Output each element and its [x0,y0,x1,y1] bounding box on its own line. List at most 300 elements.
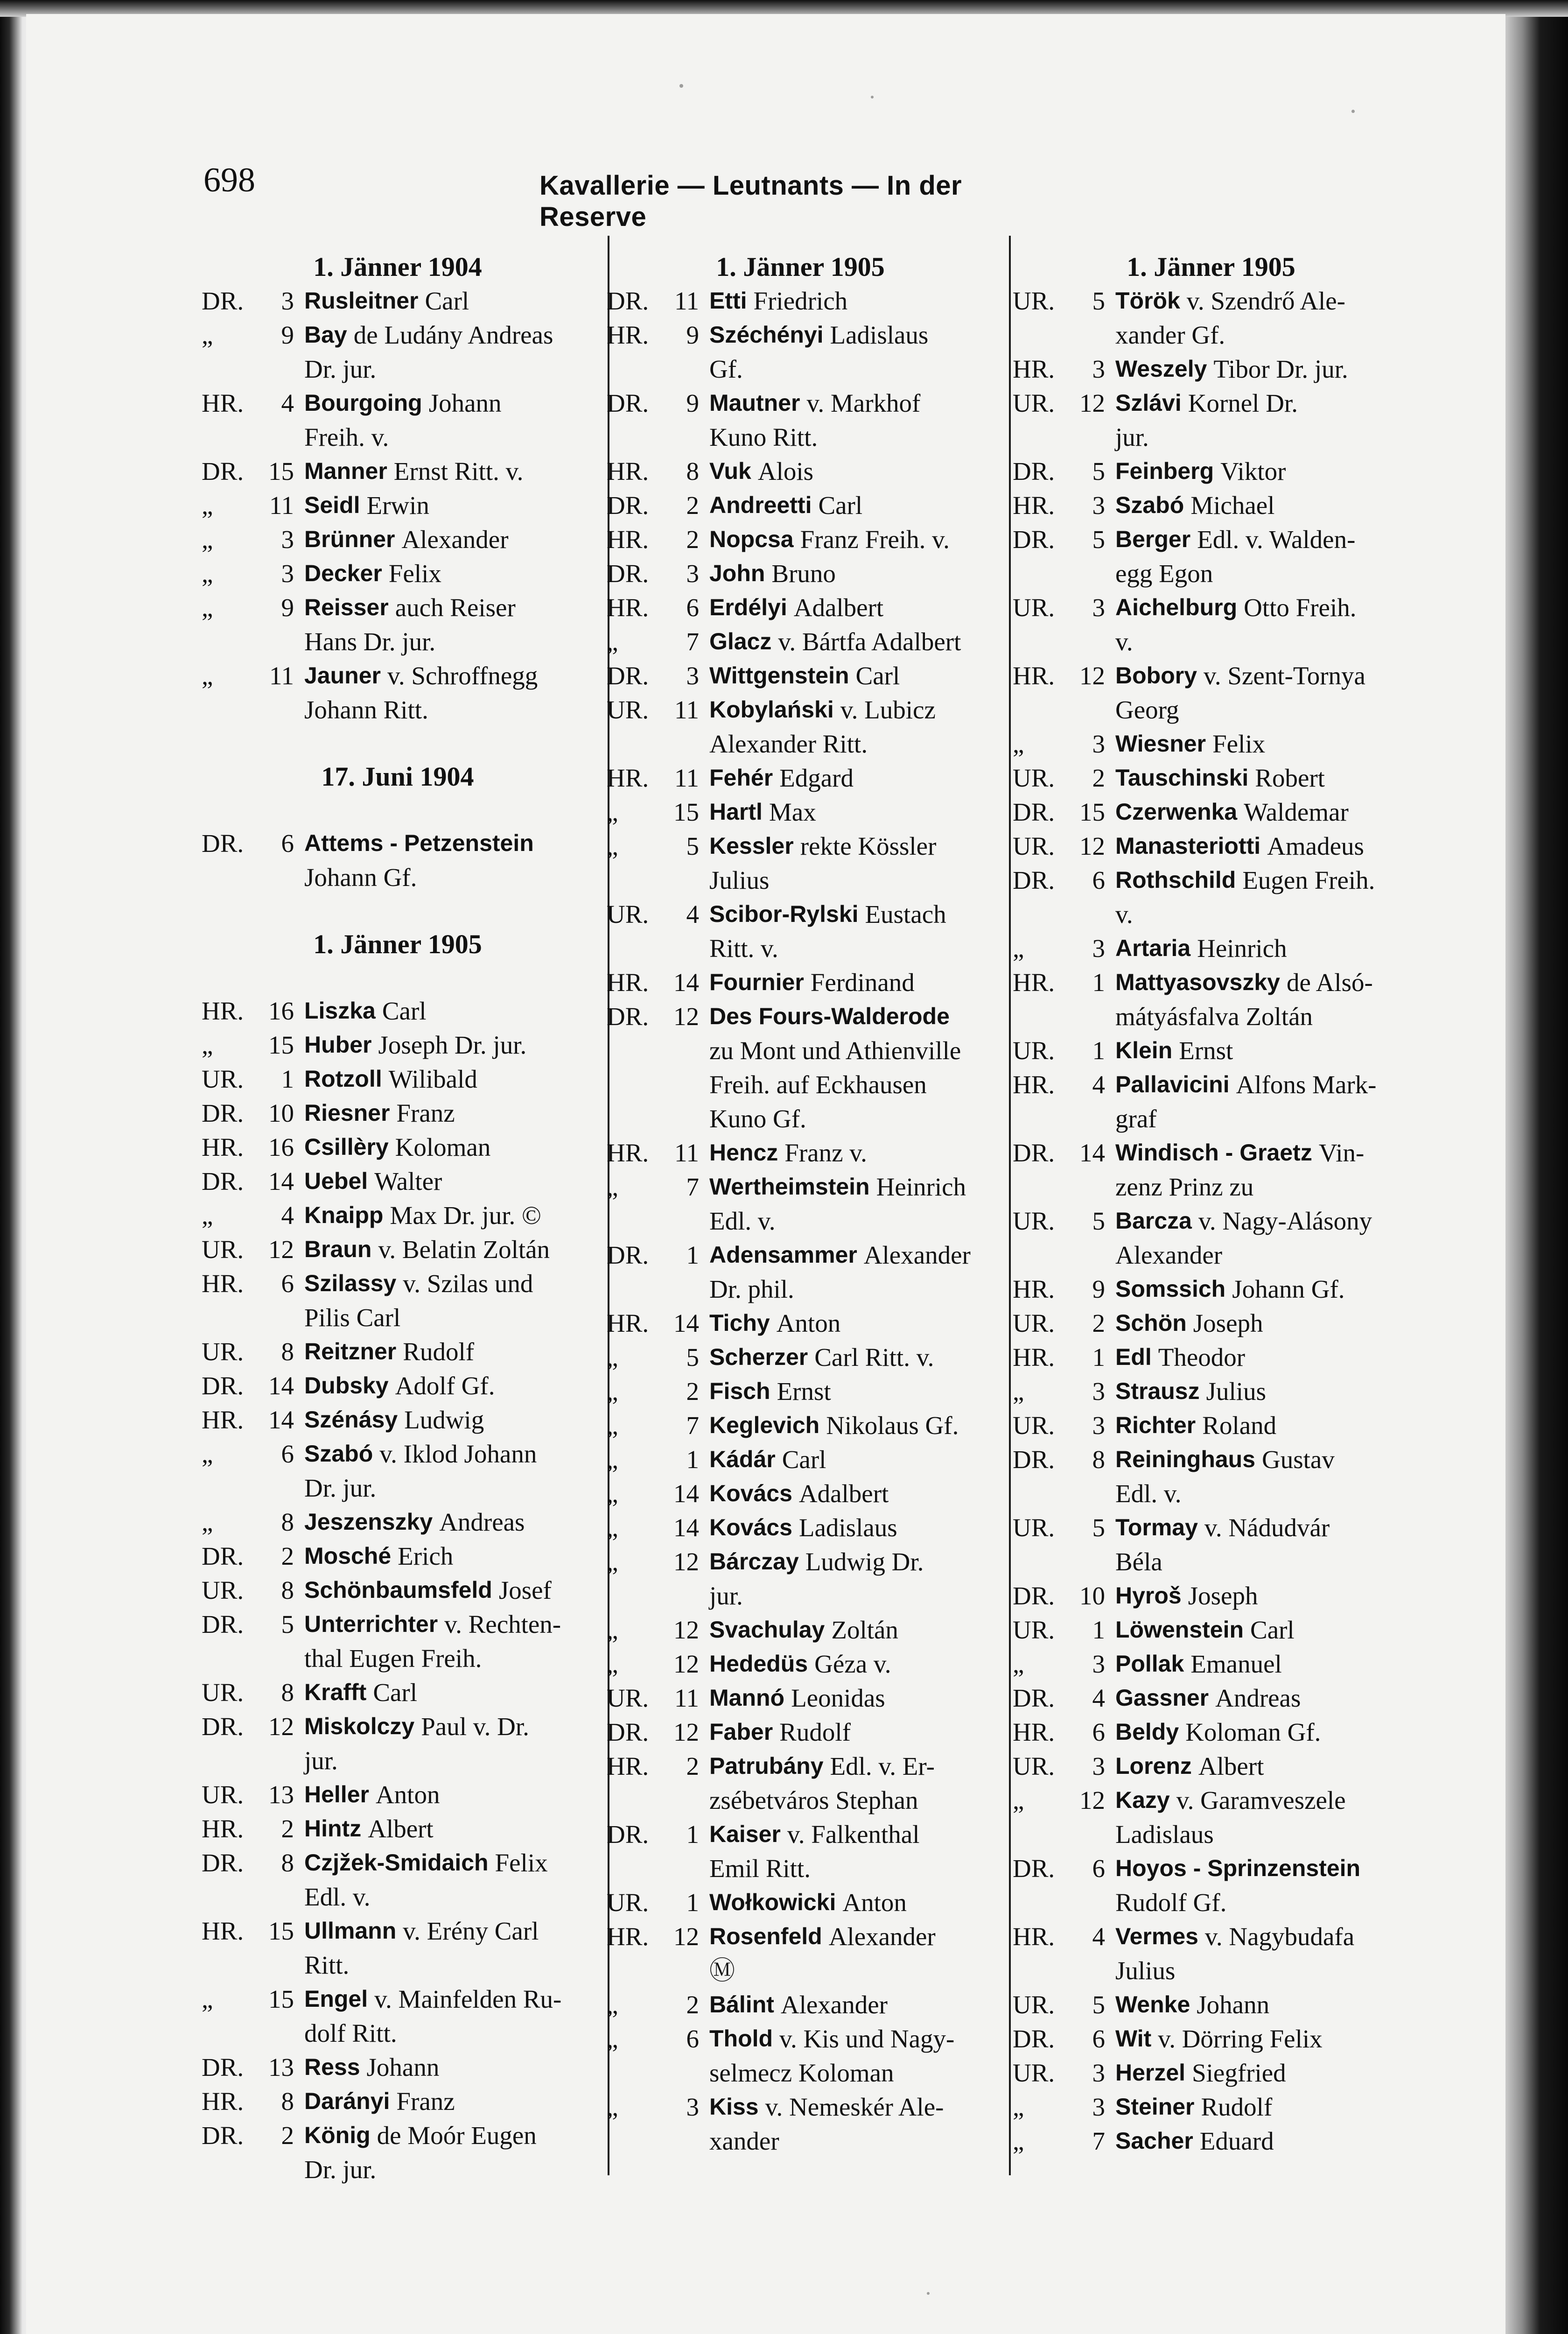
given-name-and-title: Vin- [1318,1139,1365,1167]
section-spacer [202,727,594,759]
regiment-number: 2 [281,2121,294,2150]
surname: Rotzoll [304,1066,382,1092]
regiment-code: HR. [607,525,649,554]
given-name-and-title: Robert [1255,764,1325,792]
regiment-number: 11 [674,1139,699,1167]
continuation-text: xander [709,2127,779,2155]
officer-entry [607,659,994,693]
regiment-code: DR. [1013,1139,1055,1167]
given-name-and-title: Andreas [439,1508,525,1536]
surname: Hyroš [1115,1582,1182,1609]
given-name-and-title: Bruno [771,559,836,588]
regiment-number: 11 [269,661,294,690]
regiment-code: DR. [202,457,244,485]
section-date-heading: 1. Jänner 1905 [313,929,482,959]
given-name-and-title: Franz [396,2087,455,2116]
surname: Kaiser [709,1821,781,1847]
regiment-number: 12 [673,1922,699,1951]
regiment-number: 11 [674,1684,699,1712]
given-name-and-title: de Ludány Andreas [353,321,553,349]
regiment-number: 9 [281,321,294,349]
officer-entry [607,386,994,420]
regiment-code: UR. [1013,764,1055,792]
regiment-code: UR. [1013,389,1055,417]
officer-entry [607,829,994,863]
given-name-and-title: Ladislaus [798,1513,897,1542]
surname: Czerwenka [1115,799,1238,825]
regiment-number: 10 [268,1099,294,1127]
regiment-number: 4 [686,900,699,928]
regiment-code: UR. [1013,1616,1055,1644]
continuation-line [1013,1476,1409,1511]
regiment-code: „ [607,1173,618,1201]
regiment-number: 1 [281,1065,294,1093]
surname: Bourgoing [304,390,422,416]
regiment-number: 7 [686,1173,699,1201]
regiment-code: UR. [607,1684,649,1712]
regiment-code: „ [1013,1650,1024,1678]
given-name-and-title: Zoltán [831,1616,898,1644]
regiment-code: „ [202,1440,213,1468]
officer-entry [1013,1647,1409,1681]
regiment-number: 2 [686,525,699,554]
given-name-and-title: v. Nagy-Alásony [1198,1207,1372,1235]
continuation-line [202,1641,594,1675]
regiment-number: 12 [268,1235,294,1264]
officer-entry [1013,1340,1409,1374]
surname: Huber [304,1032,372,1058]
officer-entry [607,795,994,829]
given-name-and-title: v. Rechten- [444,1610,561,1638]
continuation-text: Ⓜ [709,1956,735,1985]
surname: Kessler [709,833,794,859]
continuation-text: Ritt. [304,1951,350,1979]
officer-entry [202,591,594,625]
officer-entry [607,1545,994,1579]
surname: Széchényi [709,322,824,348]
officer-entry [607,488,994,522]
regiment-number: 2 [686,1752,699,1780]
surname: Rusleitner [304,288,419,314]
surname: Wittgenstein [709,662,849,689]
regiment-code: „ [607,1479,618,1508]
given-name-and-title: Rudolf [779,1718,851,1746]
regiment-code: DR. [607,1002,649,1031]
given-name-and-title: Max [769,798,816,826]
regiment-code: „ [202,1985,213,2013]
given-name-and-title: Theodor [1158,1343,1246,1371]
regiment-number: 4 [1092,1070,1105,1099]
officer-entry [1013,761,1409,795]
continuation-text: Alexander Ritt. [709,730,868,758]
regiment-code: HR. [202,2087,244,2116]
surname: Strausz [1115,1378,1200,1404]
officer-entry [1013,2124,1409,2158]
regiment-number: 3 [1092,1650,1105,1678]
surname: Mosché [304,1543,392,1569]
officer-entry [202,1096,594,1130]
given-name-and-title: Waldemar [1244,798,1349,826]
officer-entry [1013,1204,1409,1238]
given-name-and-title: Alexander [401,525,509,554]
regiment-code: HR. [1013,491,1055,520]
given-name-and-title: Alexander [828,1922,936,1951]
regiment-code: HR. [1013,355,1055,383]
continuation-line [1013,1885,1409,1919]
officer-entry [1013,1306,1409,1340]
regiment-number: 1 [686,1445,699,1474]
surname: Decker [304,560,382,586]
regiment-number: 1 [1092,1036,1105,1065]
regiment-code: „ [607,1445,618,1474]
surname: Vuk [709,458,751,484]
officer-entry [1013,2056,1409,2090]
regiment-number: 14 [673,968,699,997]
surname: Knaipp [304,1202,384,1228]
continuation-line [607,420,994,454]
regiment-code: DR. [1013,1445,1055,1474]
officer-entry [1013,1715,1409,1749]
regiment-number: 5 [1092,287,1105,315]
officer-entry [202,2050,594,2084]
officer-entry [607,1306,994,1340]
given-name-and-title: Emanuel [1190,1650,1282,1678]
regiment-code: DR. [202,829,244,858]
given-name-and-title: Joseph [1188,1582,1258,1610]
officer-entry [202,1607,594,1641]
officer-entry [1013,1749,1409,1783]
officer-entry [1013,1851,1409,1885]
given-name-and-title: Nikolaus Gf. [826,1411,959,1440]
regiment-number: 8 [281,1678,294,1707]
given-name-and-title: Leonidas [791,1684,885,1712]
officer-entry [202,1266,594,1301]
surname: Kovács [709,1480,792,1506]
surname: Schönbaumsfeld [304,1577,492,1603]
regiment-number: 14 [1079,1139,1105,1167]
regiment-code: HR. [607,457,649,485]
regiment-number: 3 [1092,491,1105,520]
given-name-and-title: Viktor [1220,457,1286,485]
officer-entry [202,2084,594,2118]
regiment-number: 6 [1092,1854,1105,1883]
regiment-number: 16 [268,997,294,1025]
given-name-and-title: v. Mainfelden Ru- [374,1985,562,2013]
officer-entry [1013,829,1409,863]
regiment-code: DR. [1013,1684,1055,1712]
regiment-code: „ [607,798,618,826]
given-name-and-title: Ernst [1179,1036,1233,1065]
regiment-code: UR. [607,696,649,724]
regiment-number: 8 [686,457,699,485]
running-head: Kavallerie — Leutnants — In der Reserve [539,170,962,232]
regiment-code: UR. [1013,593,1055,622]
officer-entry [607,965,994,999]
continuation-line [1013,1545,1409,1579]
continuation-line [1013,693,1409,727]
given-name-and-title: Wilibald [388,1065,477,1093]
continuation-text: Georg [1115,696,1179,724]
regiment-number: 1 [1092,1616,1105,1644]
given-name-and-title: Andreas [1215,1684,1301,1712]
regiment-number: 12 [1079,832,1105,860]
regiment-number: 3 [1092,593,1105,622]
given-name-and-title: Johann [1197,1990,1270,2019]
given-name-and-title: Edl. v. Walden- [1197,525,1356,554]
officer-entry [202,454,594,488]
regiment-number: 5 [1092,1513,1105,1542]
regiment-code: UR. [1013,2059,1055,2087]
given-name-and-title: Friedrich [753,287,848,315]
surname: Mattyasovszky [1115,969,1280,995]
regiment-number: 1 [686,1820,699,1849]
officer-entry [607,1238,994,1272]
regiment-number: 9 [686,389,699,417]
regiment-number: 3 [1092,355,1105,383]
continuation-line [1013,318,1409,352]
officer-entry [607,1170,994,1204]
officer-entry [202,1232,594,1266]
surname: Sacher [1115,2128,1193,2154]
officer-entry [1013,488,1409,522]
officer-entry [202,1335,594,1369]
officer-entry [607,897,994,931]
regiment-number: 6 [281,829,294,858]
regiment-code: DR. [607,1718,649,1746]
surname: Jeszenszky [304,1509,433,1535]
officer-entry [607,1442,994,1476]
surname: Scibor-Rylski [709,901,859,927]
surname: Heller [304,1781,369,1807]
section-spacer [202,894,594,927]
surname: Bay [304,322,347,348]
continuation-text: jur. [1115,423,1149,451]
given-name-and-title: Ludwig [404,1406,484,1434]
officer-entry [202,1437,594,1471]
officer-entry [202,1062,594,1096]
regiment-number: 11 [269,491,294,520]
regiment-code: DR. [607,1241,649,1269]
officer-entry [202,522,594,556]
regiment-code: UR. [1013,287,1055,315]
given-name-and-title: Koloman [395,1133,491,1161]
given-name-and-title: Carl [373,1678,418,1707]
surname: Miskolczy [304,1713,415,1739]
surname: Ullmann [304,1918,397,1944]
continuation-text: Pilis Carl [304,1303,401,1332]
regiment-number: 12 [673,1650,699,1678]
continuation-text: Freih. auf Eckhausen [709,1070,927,1099]
surname: Czjžek-Smidaich [304,1849,489,1876]
given-name-and-title: v. Szendrő Ale- [1186,287,1345,315]
given-name-and-title: v. Belatin Zoltán [378,1235,550,1264]
officer-entry [1013,2022,1409,2056]
given-name-and-title: Carl [425,287,469,315]
surname: Seidl [304,492,360,518]
regiment-code: HR. [607,1922,649,1951]
given-name-and-title: Joseph [1193,1309,1263,1337]
continuation-text: zenz Prinz zu [1115,1173,1254,1201]
officer-entry [1013,591,1409,625]
given-name-and-title: Edgard [779,764,854,792]
officer-entry [202,284,594,318]
continuation-line [607,1102,994,1136]
officer-entry [1013,284,1409,318]
surname: Herzel [1115,2060,1186,2086]
regiment-code: „ [607,2025,618,2053]
section-spacer [202,961,594,994]
given-name-and-title: Anton [842,1888,907,1917]
given-name-and-title: Carl [382,997,427,1025]
given-name-and-title: Josef [498,1576,552,1604]
continuation-line [1013,897,1409,931]
continuation-text: Dr. phil. [709,1275,794,1303]
regiment-code: UR. [1013,832,1055,860]
surname: Feinberg [1115,458,1214,484]
regiment-number: 5 [686,1343,699,1371]
surname: Darányi [304,2088,390,2114]
officer-entry [202,1675,594,1709]
officer-entry [1013,931,1409,965]
continuation-text: graf [1115,1104,1157,1133]
regiment-number: 5 [686,832,699,860]
regiment-number: 14 [673,1479,699,1508]
regiment-number: 16 [268,1133,294,1161]
continuation-line [607,931,994,965]
continuation-text: egg Egon [1115,559,1213,588]
regiment-number: 2 [281,1542,294,1570]
speck [927,2292,930,2295]
continuation-line [202,2152,594,2186]
given-name-and-title: Paul v. Dr. [421,1712,529,1741]
surname: Tormay [1115,1514,1198,1540]
regiment-code: „ [202,1508,213,1536]
regiment-number: 6 [281,1440,294,1468]
given-name-and-title: Ernst Ritt. v. [393,457,524,485]
regiment-code: UR. [1013,1036,1055,1065]
regiment-number: 9 [281,593,294,622]
continuation-text: zu Mont und Athienville [709,1036,961,1065]
given-name-and-title: v. Iklod Johann [379,1440,537,1468]
surname: Brünner [304,526,395,552]
regiment-number: 2 [1092,764,1105,792]
officer-entry [202,1573,594,1607]
officer-entry [1013,1919,1409,1954]
officer-entry [202,1369,594,1403]
officer-entry [1013,1783,1409,1817]
regiment-number: 12 [673,1718,699,1746]
regiment-number: 2 [1092,1309,1105,1337]
surname: Wołkowicki [709,1889,836,1915]
surname: Kobylański [709,696,834,723]
regiment-number: 12 [268,1712,294,1741]
officer-entry [1013,795,1409,829]
regiment-code: „ [607,1343,618,1371]
continuation-line [607,1783,994,1817]
regiment-number: 5 [1092,525,1105,554]
regiment-code: UR. [202,1235,244,1264]
regiment-code: „ [202,1031,213,1059]
given-name-and-title: de Alsó- [1286,968,1373,997]
given-name-and-title: Joseph Dr. jur. [378,1031,527,1059]
surname: Ress [304,2054,360,2080]
surname: Kovács [709,1514,792,1540]
given-name-and-title: rekte Kössler [800,832,937,860]
given-name-and-title: Ladislaus [830,321,929,349]
surname: Kiss [709,2094,759,2120]
regiment-code: „ [202,321,213,349]
officer-entry [607,318,994,352]
given-name-and-title: de Moór Eugen [377,2121,537,2150]
regiment-code: „ [1013,730,1024,758]
officer-entry [202,488,594,522]
continuation-line [607,863,994,897]
regiment-number: 7 [686,627,699,656]
continuation-line [202,1301,594,1335]
surname: Krafft [304,1679,367,1705]
continuation-line [607,1851,994,1885]
given-name-and-title: Gustav [1262,1445,1335,1474]
continuation-text: Kuno Ritt. [709,423,818,451]
regiment-code: DR. [202,2053,244,2081]
regiment-number: 8 [281,1337,294,1366]
column-left [202,250,594,2186]
regiment-code: „ [1013,2127,1024,2155]
regiment-number: 2 [686,1377,699,1406]
officer-entry [607,556,994,591]
continuation-text: Johann Ritt. [304,696,428,724]
given-name-and-title: Felix [1212,730,1266,758]
given-name-and-title: Carl [855,661,900,690]
continuation-text: Emil Ritt. [709,1854,811,1883]
regiment-code: HR. [202,1406,244,1434]
regiment-number: 12 [1079,661,1105,690]
continuation-text: Julius [1115,1956,1176,1985]
surname: Kazy [1115,1787,1170,1813]
surname: Uebel [304,1168,368,1194]
given-name-and-title: v. Garamveszele [1176,1786,1346,1814]
given-name-and-title: Erich [398,1542,454,1570]
given-name-and-title: Erwin [366,491,429,520]
officer-entry [607,1511,994,1545]
continuation-line [1013,1102,1409,1136]
regiment-number: 8 [1092,1445,1105,1474]
regiment-number: 5 [1092,1990,1105,2019]
regiment-code: HR. [607,764,649,792]
given-name-and-title: Tibor Dr. jur. [1213,355,1348,383]
given-name-and-title: auch Reiser [395,593,516,622]
regiment-code: DR. [202,1542,244,1570]
regiment-code: UR. [1013,1990,1055,2019]
regiment-code: „ [1013,1377,1024,1406]
section-date-heading: 17. Juni 1904 [321,761,474,792]
regiment-code: HR. [607,1309,649,1337]
officer-entry [1013,522,1409,556]
continuation-text: selmecz Koloman [709,2059,894,2087]
continuation-line [607,1204,994,1238]
officer-entry [607,1136,994,1170]
officer-entry [1013,1681,1409,1715]
given-name-and-title: Alfons Mark- [1236,1070,1377,1099]
surname: Szlávi [1115,390,1182,416]
officer-entry [1013,1272,1409,1306]
surname: Vermes [1115,1923,1198,1949]
regiment-code: UR. [607,1888,649,1917]
regiment-number: 15 [268,1985,294,2013]
given-name-and-title: Felix [388,559,441,588]
continuation-text: v. [1115,900,1133,928]
continuation-text: Rudolf Gf. [1115,1888,1227,1917]
